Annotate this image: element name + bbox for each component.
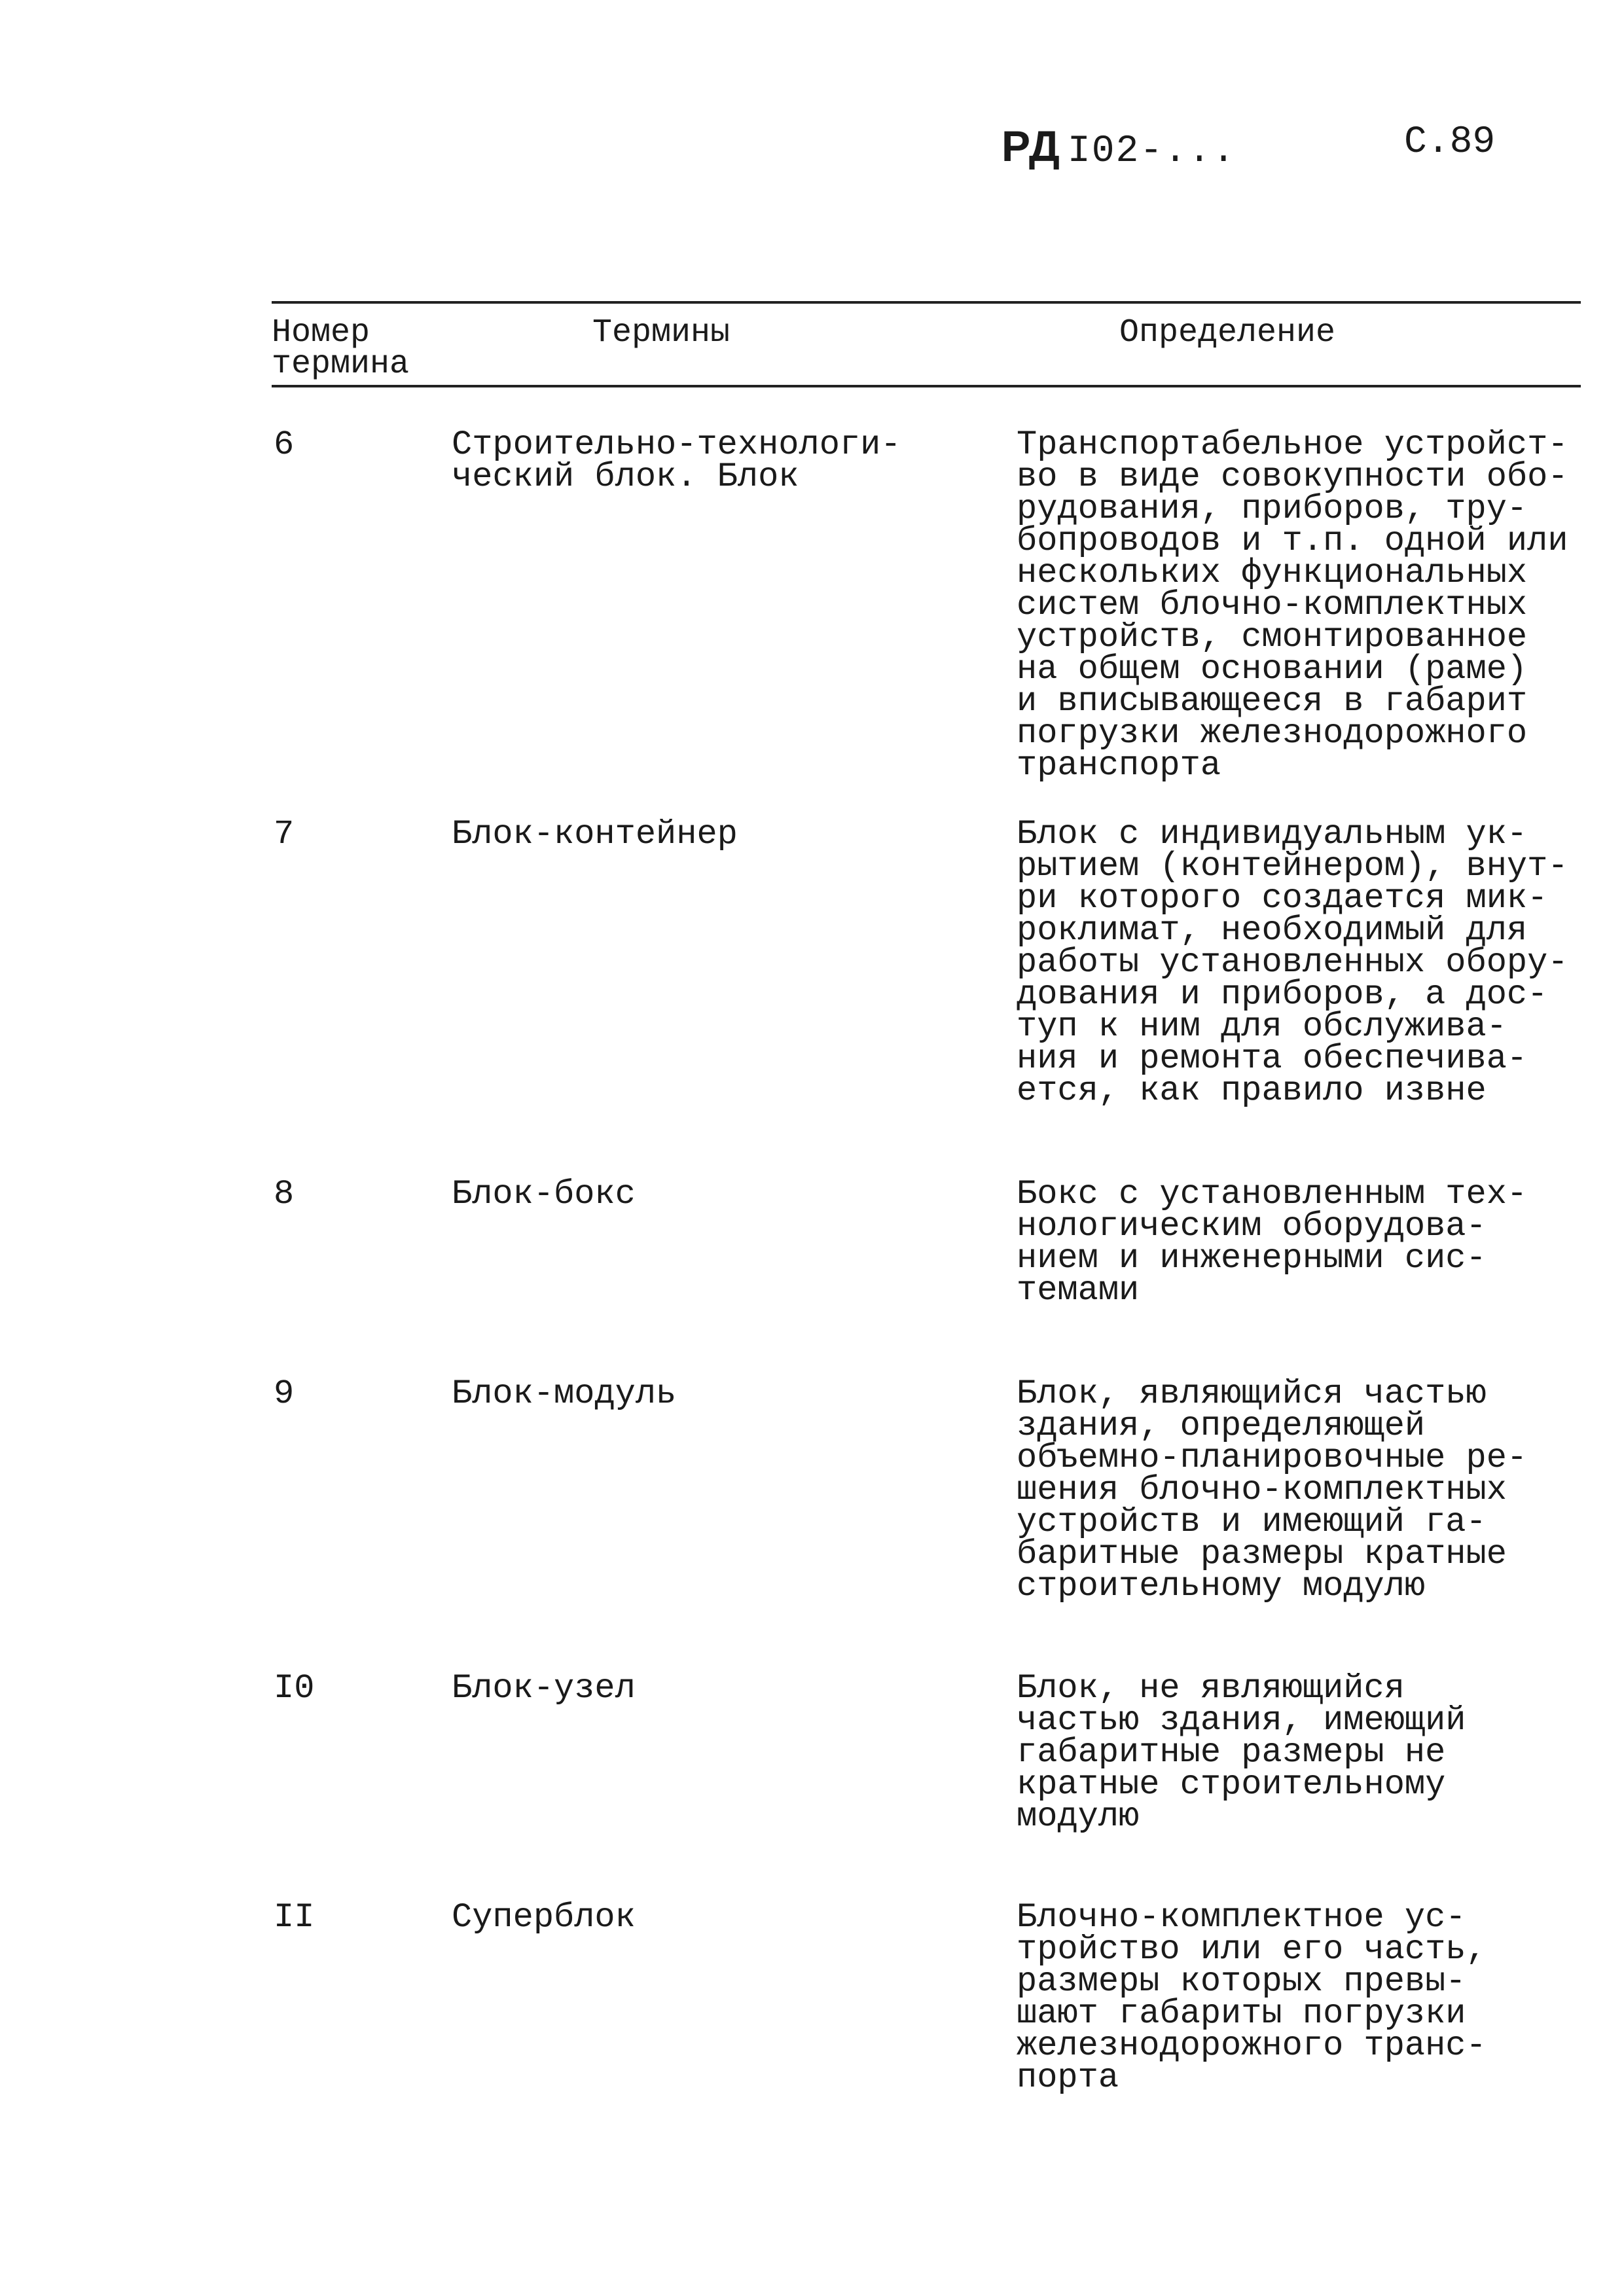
term-number: 6 [274,425,295,464]
term-definition: Бокс с установленным тех- нологическим оборудова- нием и инженерными сис- темами [1017,1175,1528,1310]
term-number: I0 [274,1669,315,1708]
term-definition: Транспортабельное устройст- во в виде совокупности обо- рудования, приборов, тру- бопроводов и т.п. одной или нескольких функциональных систем блочно-комплектных устройств, смонтированное на общем основании (раме) и вписывающееся в габарит погрузки железнодорожного транспорта [1017,425,1568,785]
term-number: II [274,1898,315,1937]
table-top-rule [272,301,1581,304]
term-definition: Блочно-комплектное ус- тройство или его часть, размеры которых превы- шают габариты погрузки железнодорожного транс- порта [1017,1898,1487,2097]
term-definition: Блок, являющийся частью здания, определяющей объемно-планировочные ре- шения блочно-комплектных устройств и имеющий га- баритные размеры кратные строительному модулю [1017,1374,1528,1605]
term-definition: Блок с индивидуальным ук- рытием (контейнером), внут- ри которого создается мик- роклимат, необходимый для работы установленных обору- дования и приборов, а дос- туп к ним для обслужива- ния и ремонта обеспечива- ется, как правило извне [1017,815,1568,1110]
term-name: Блок-модуль [452,1374,677,1413]
document-prefix: РД [1001,122,1061,170]
term-name: Блок-контейнер [452,815,738,853]
document-code [1001,121,1236,173]
term-name: Строительно-технологи- ческий блок. Блок [452,425,901,496]
term-name: Суперблок [452,1898,636,1937]
term-number: 9 [274,1374,295,1413]
table-header-rule [272,385,1581,387]
term-definition: Блок, не являющийся частью здания, имеющий габаритные размеры не кратные строительному модулю [1017,1669,1466,1836]
column-header-number: Номер термина [272,314,410,383]
term-number: 7 [274,815,295,853]
column-header-definition: Определение [1119,314,1336,351]
document-number: I02-... [1067,130,1236,173]
page-number: С.89 [1404,121,1496,164]
column-header-term: Термины [592,314,731,351]
term-name: Блок-узел [452,1669,636,1708]
term-number: 8 [274,1175,295,1213]
term-name: Блок-бокс [452,1175,636,1213]
